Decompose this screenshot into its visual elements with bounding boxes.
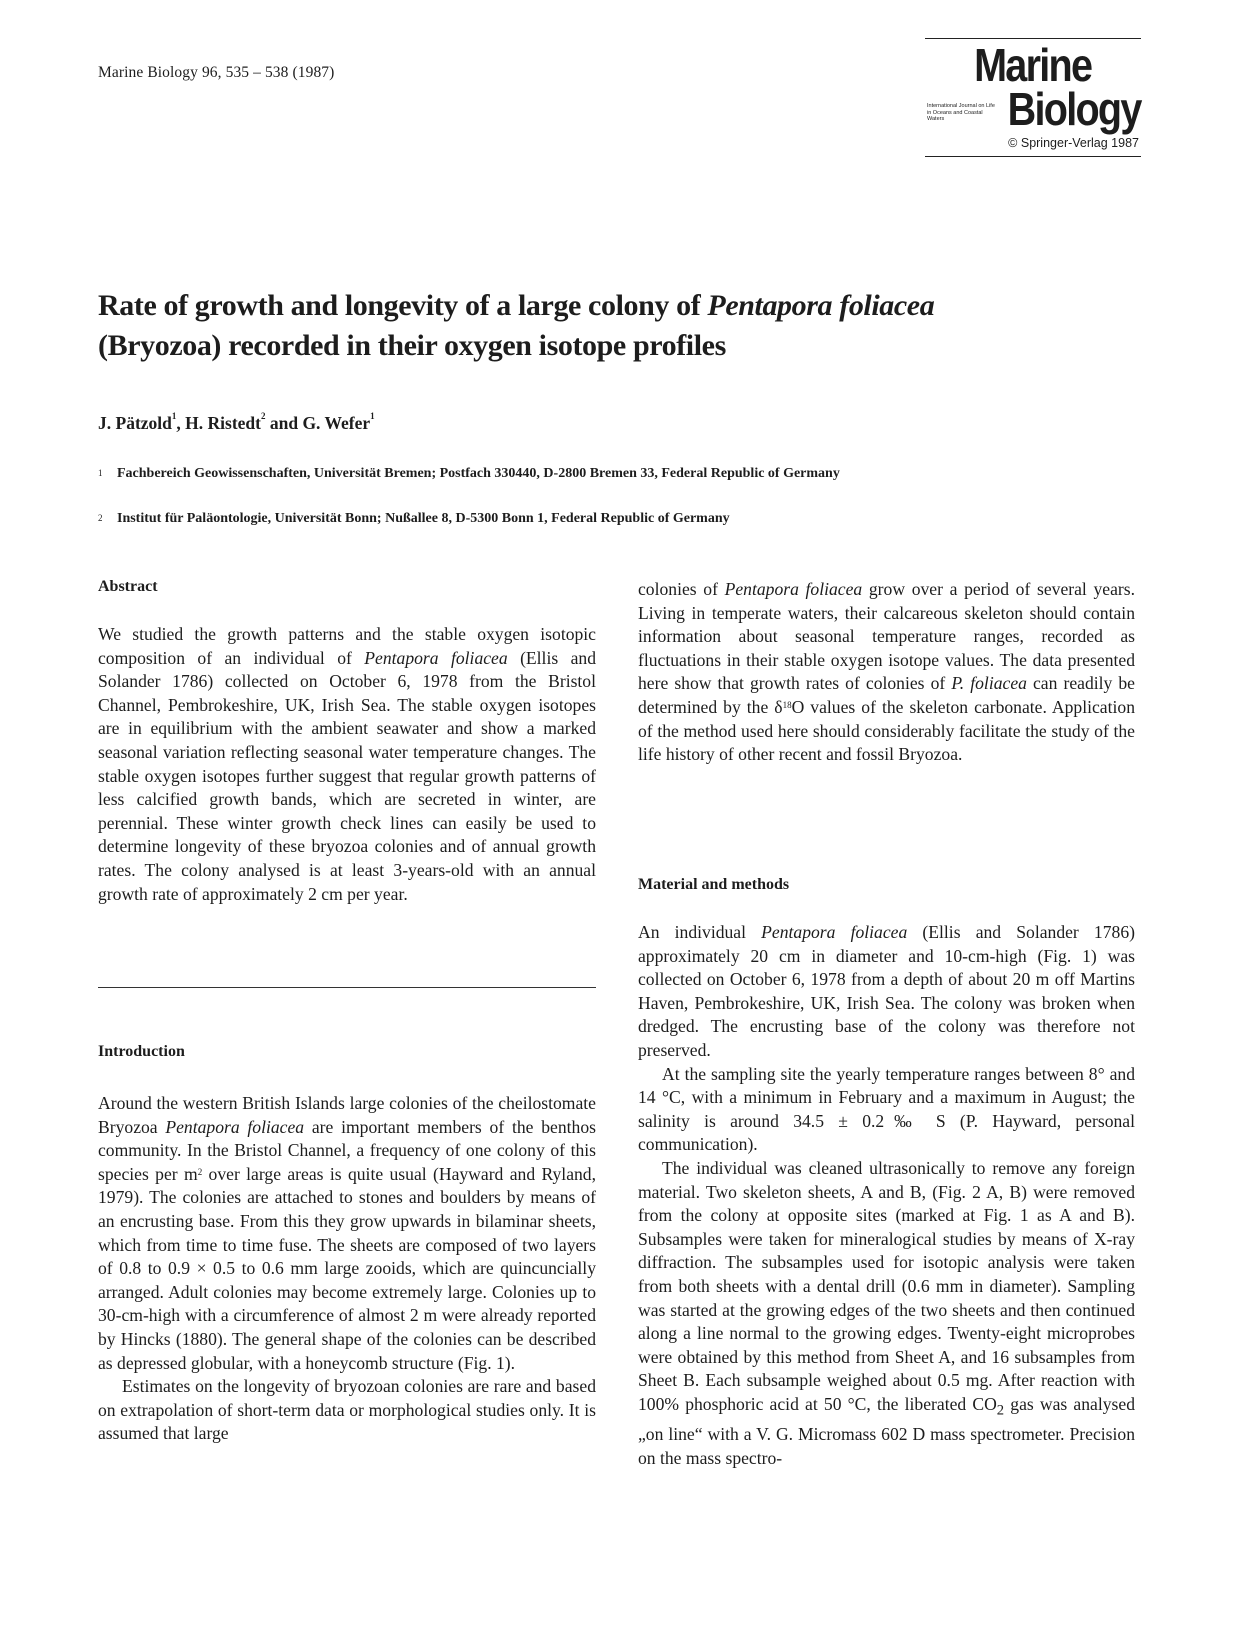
- journal-logo: [925, 34, 1141, 164]
- affiliation-text: Institut für Paläontologie, Universität Bonn; Nußallee 8, D-5300 Bonn 1, Federal Republic of Germany: [117, 511, 730, 526]
- methods-paragraph-2: At the sampling site the yearly temperature ranges between 8° and 14 °C, with a minimum in February and a maximum in August; the salinity is around 34.5 ± 0.2‰ S (P. Hayward, personal communication).: [638, 1063, 1135, 1155]
- affiliation-marker: 1: [98, 468, 103, 478]
- author-affiliation-marker: 1: [370, 411, 375, 421]
- logo-marine-text: Marine: [973, 39, 1091, 91]
- methods-text: gas was analysed „on line“ with a V. G. Micromass 602 D mass spectrometer. Precision on the mass spectro-: [638, 1393, 1135, 1468]
- intro-text: grow over a period of several years. Living in temperate waters, their calcareous skeleton should contain information about seasonal temperature ranges, recorded as fluctuations in their stable oxygen isotope values. The data presented here show that growth rates of colonies of: [638, 579, 1135, 694]
- species-name: Pentapora foliacea: [761, 922, 908, 942]
- introduction-continued: [638, 578, 1135, 767]
- methods-body: [638, 921, 1135, 1470]
- affiliation-1: [98, 464, 897, 483]
- methods-text: An individual: [638, 922, 762, 942]
- title-line-2: (Bryozoa) recorded in their oxygen isotope profiles: [98, 329, 726, 362]
- logo-bottom-rule: [925, 156, 1141, 157]
- author-name: G. Wefer: [302, 413, 371, 433]
- author-affiliation-marker: 1: [171, 411, 177, 421]
- abstract-divider: [98, 987, 596, 988]
- affiliation-marker: 2: [98, 513, 103, 523]
- superscript: 2: [197, 1166, 203, 1177]
- subscript: 2: [996, 1402, 1005, 1419]
- species-name: Pentapora foliacea: [165, 1116, 305, 1137]
- methods-text: The individual was cleaned ultrasonically to remove any foreign material. Two skeleton sheets, A and B, (Fig. 2 A, B) were removed from the colony at opposite sites (marked at Fig. 1 as A and B). Subsamples were taken for mineralogical studies by means of X-ray diffraction. The subsamples used for isotopic analysis were taken from both sheets with a dental drill (0.6 mm in diameter). Sampling was started at the growing edges of the two sheets and then continued along a line normal to the growing edges. Twenty-eight microprobes were obtained by this method from Sheet A, and 16 subsamples from Sheet B. Each subsample weighed about 0.5 mg. After reaction with 100% phosphoric acid at 50 °C, the liberated CO: [638, 1157, 1135, 1414]
- author-affiliation-marker: 2: [260, 411, 266, 421]
- affiliation-text: Fachbereich Geowissenschaften, Universität Bremen; Postfach 330440, D-2800 Bremen 33, Federal Republic of Germany: [117, 466, 840, 481]
- methods-heading: Material and methods: [638, 876, 790, 893]
- author-list: [98, 413, 375, 434]
- species-name: Pentapora foliacea: [724, 579, 863, 599]
- abstract-body: [98, 623, 596, 906]
- author-name: J. Pätzold: [98, 413, 172, 433]
- abstract-text: (Ellis and Solander 1786) collected on October 6, 1978 from the Bristol Channel, Pembrokeshire, UK, Irish Sea. The stable oxygen isotopes are in equilibrium with the ambient seawater and show a marked seasonal variation reflecting seasonal water temperature changes. The stable oxygen isotopes further suggest that regular growth patterns of less calcified growth bands, which are secreted in winter, are perennial. These winter growth check lines can easily be used to determine longevity of these bryozoa colonies and of annual growth rates. The colony analysed is at least 3-years-old with an annual growth rate of approximately 2 cm per year.: [98, 647, 596, 904]
- logo-copyright: © Springer-Verlag 1987: [1008, 136, 1139, 150]
- abstract-heading: Abstract: [98, 578, 158, 595]
- intro-text: colonies of: [638, 579, 725, 599]
- introduction-body: [98, 1092, 596, 1446]
- journal-citation: Marine Biology 96, 535 – 538 (1987): [98, 64, 335, 81]
- intro-text: Around the western British Islands large colonies of the cheilostomate Bryozoa: [98, 1093, 596, 1137]
- intro-text: over large areas is quite usual (Hayward and Ryland, 1979). The colonies are attached to stones and boulders by means of an encrusting base. From this they grow upwards in bilaminar sheets, which from time to time fuse. The sheets are composed of two layers of 0.8 to 0.9 × 0.5 to 0.6 mm large zooids, which are quincuncially arranged. Adult colonies may become extremely large. Colonies up to 30-cm-high with a circumference of almost 2 m were already reported by Hincks (1880). The general shape of the colonies can be described as depressed globular, with a honeycomb structure (Fig. 1).: [98, 1163, 596, 1373]
- superscript: 18: [782, 699, 792, 710]
- species-name: P. foliacea: [951, 673, 1027, 694]
- species-name: Pentapora foliacea: [364, 647, 508, 668]
- author-separator: and: [265, 413, 303, 433]
- intro-paragraph-2: Estimates on the longevity of bryozoan colonies are rare and based on extrapolation of short-term data or morphological studies only. It is assumed that large: [98, 1376, 596, 1444]
- author-name: H. Ristedt: [185, 413, 261, 433]
- logo-tagline: International Journal on Life in Oceans and Coastal Waters: [927, 103, 995, 122]
- methods-text: (Ellis and Solander 1786) approximately 20 cm in diameter and 10-cm-high (Fig. 1) was collected on October 6, 1978 from a depth of about 20 m off Martins Haven, Pembrokeshire, UK, Irish Sea. The colony was broken when dredged. The encrusting base of the colony was therefore not preserved.: [638, 922, 1135, 1060]
- abstract-text: We studied the growth patterns and the stable oxygen isotopic composition of an individual of: [98, 624, 596, 668]
- title-species: Pentapora foliacea: [707, 289, 935, 322]
- intro-text: O values of the skeleton carbonate. Application of the method used here should considerably facilitate the study of the life history of other recent and fossil Bryozoa.: [638, 696, 1135, 765]
- article-title: [98, 286, 1098, 366]
- intro-text: are important members of the benthos community. In the Bristol Channel, a frequency of one colony of this species per m: [98, 1116, 596, 1184]
- intro-text: can readily be determined by the δ: [638, 673, 1135, 717]
- logo-biology-text: Biology: [1007, 83, 1141, 135]
- affiliation-2: [98, 509, 917, 528]
- title-line-1: Rate of growth and longevity of a large colony of: [98, 289, 708, 322]
- introduction-heading: Introduction: [98, 1043, 185, 1060]
- author-separator: ,: [176, 413, 186, 433]
